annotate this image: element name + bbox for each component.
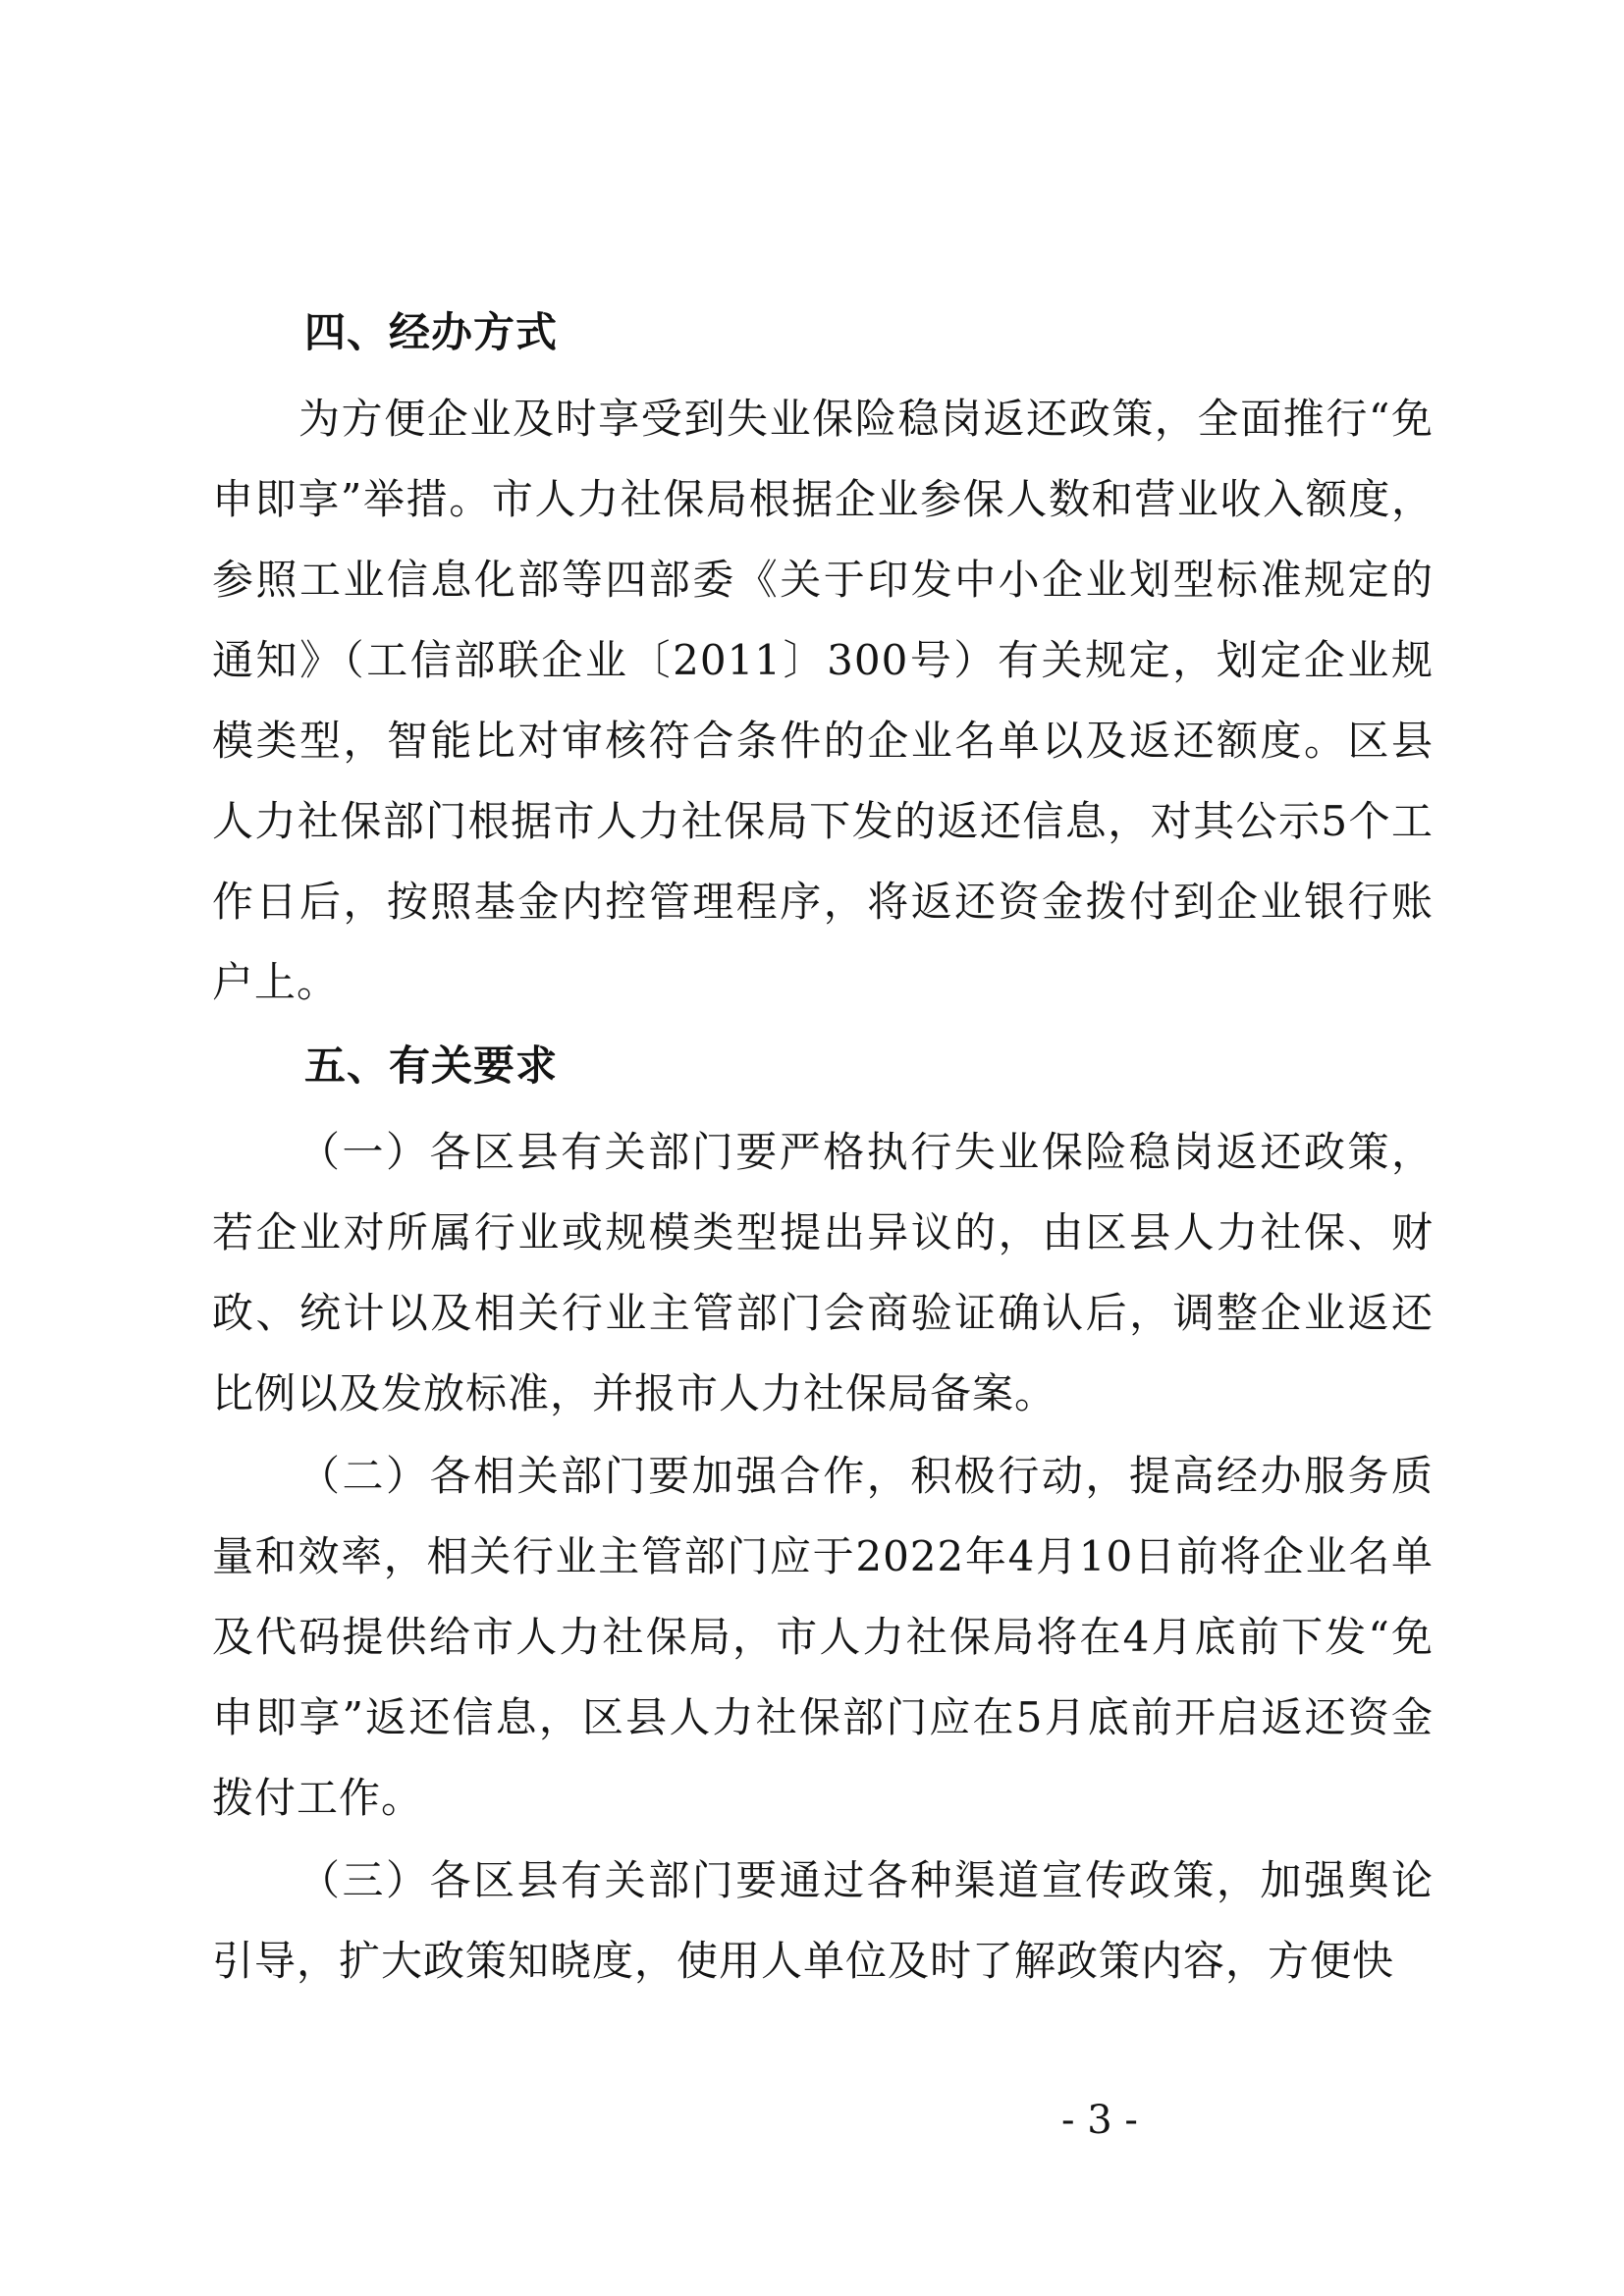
section-heading-requirements: 五、有关要求 (304, 1041, 559, 1090)
paragraph-requirement-2: （二）各相关部门要加强合作，积极行动，提高经办服务质量和效率，相关行业主管部门应于2022年4月10日前将企业名单及代码提供给市人力社保局，市人力社保局将在4月底前下发“免申即享”返还信息，区县人力社保部门应在5月底前开启返还资金拨付工作。 (212, 1452, 1434, 1822)
section-heading-handling-method: 四、经办方式 (304, 308, 559, 356)
page-number: - 3 - (1061, 2098, 1138, 2143)
paragraph-requirement-1: （一）各区县有关部门要严格执行失业保险稳岗返还政策，若企业对所属行业或规模类型提出异议的，由区县人力社保、财政、统计以及相关行业主管部门会商验证确认后，调整企业返还比例以及发放标准，并报市人力社保局备案。 (212, 1128, 1434, 1417)
paragraph-handling-method: 为方便企业及时享受到失业保险稳岗返还政策，全面推行“免申即享”举措。市人力社保局根据企业参保人数和营业收入额度，参照工业信息化部等四部委《关于印发中小企业划型标准规定的通知》（工信部联企业〔2011〕300号）有关规定，划定企业规模类型，智能比对审核符合条件的企业名单以及返还额度。区县人力社保部门根据市人力社保局下发的返还信息，对其公示5个工作日后，按照基金内控管理程序，将返还资金拨付到企业银行账户上。 (212, 395, 1434, 1006)
paragraph-requirement-3: （三）各区县有关部门要通过各种渠道宣传政策，加强舆论引导，扩大政策知晓度，使用人单位及时了解政策内容，方便快 (212, 1856, 1434, 1985)
